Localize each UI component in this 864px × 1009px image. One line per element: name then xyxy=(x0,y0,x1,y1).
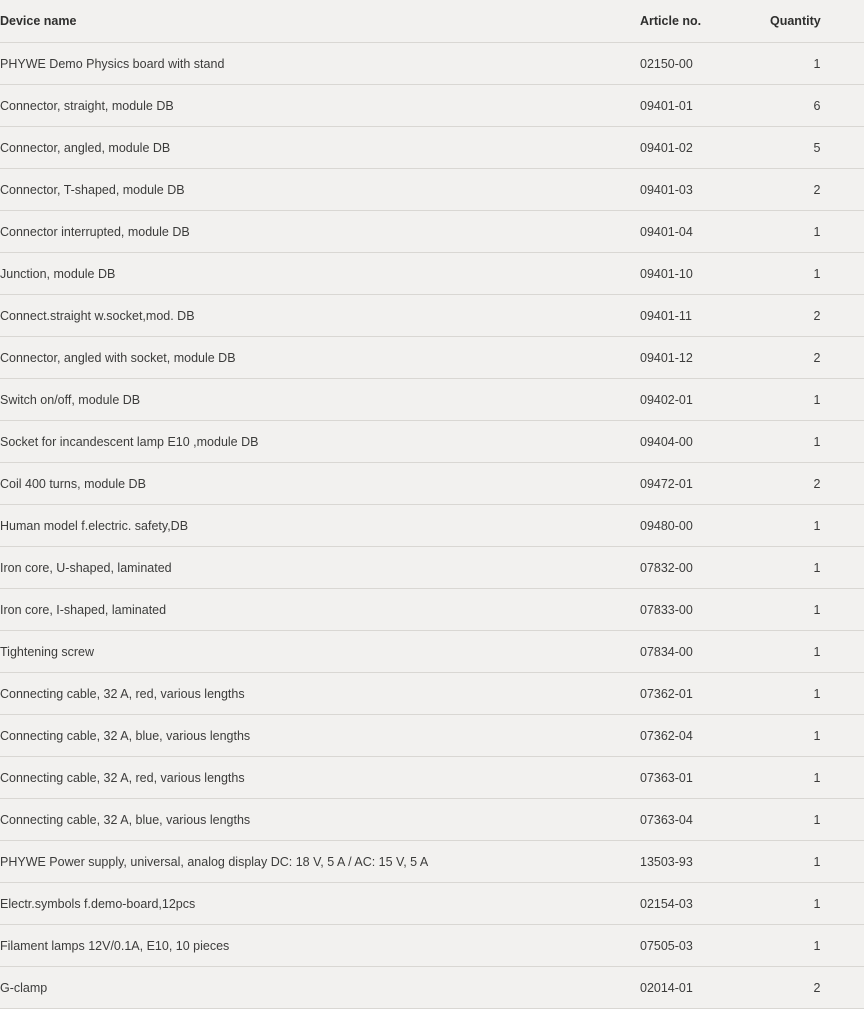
cell-device-name: Connector, angled with socket, module DB xyxy=(0,337,640,379)
cell-article-no: 09401-04 xyxy=(640,211,770,253)
cell-device-name: Connecting cable, 32 A, blue, various lengths xyxy=(0,715,640,757)
cell-quantity: 2 xyxy=(770,967,864,1009)
table-header xyxy=(0,0,864,43)
cell-quantity: 2 xyxy=(770,337,864,379)
cell-quantity: 1 xyxy=(770,715,864,757)
cell-device-name: Filament lamps 12V/0.1A, E10, 10 pieces xyxy=(0,925,640,967)
cell-device-name: Connecting cable, 32 A, red, various lengths xyxy=(0,757,640,799)
cell-article-no: 09402-01 xyxy=(640,379,770,421)
cell-device-name: Junction, module DB xyxy=(0,253,640,295)
cell-article-no: 09401-02 xyxy=(640,127,770,169)
cell-device-name: Connect.straight w.socket,mod. DB xyxy=(0,295,640,337)
cell-quantity: 1 xyxy=(770,211,864,253)
table-row xyxy=(0,127,864,169)
cell-article-no: 02154-03 xyxy=(640,883,770,925)
column-header-quantity: Quantity xyxy=(770,0,864,43)
table-row xyxy=(0,631,864,673)
cell-article-no: 02150-00 xyxy=(640,43,770,85)
cell-device-name: Iron core, U-shaped, laminated xyxy=(0,547,640,589)
cell-quantity: 1 xyxy=(770,631,864,673)
cell-quantity: 1 xyxy=(770,421,864,463)
column-header-article-no: Article no. xyxy=(640,0,770,43)
cell-article-no: 07834-00 xyxy=(640,631,770,673)
cell-device-name: Connecting cable, 32 A, red, various lengths xyxy=(0,673,640,715)
cell-device-name: Connector, straight, module DB xyxy=(0,85,640,127)
cell-quantity: 1 xyxy=(770,253,864,295)
cell-article-no: 07362-04 xyxy=(640,715,770,757)
table-row xyxy=(0,337,864,379)
cell-device-name: Connecting cable, 32 A, blue, various lengths xyxy=(0,799,640,841)
cell-article-no: 13503-93 xyxy=(640,841,770,883)
cell-article-no: 09401-11 xyxy=(640,295,770,337)
cell-quantity: 6 xyxy=(770,85,864,127)
cell-device-name: Electr.symbols f.demo-board,12pcs xyxy=(0,883,640,925)
table-row xyxy=(0,505,864,547)
cell-article-no: 02014-01 xyxy=(640,967,770,1009)
cell-device-name: Connector interrupted, module DB xyxy=(0,211,640,253)
table-row xyxy=(0,421,864,463)
cell-quantity: 1 xyxy=(770,925,864,967)
cell-quantity: 1 xyxy=(770,43,864,85)
cell-quantity: 1 xyxy=(770,757,864,799)
table-body xyxy=(0,43,864,1009)
table-row xyxy=(0,925,864,967)
cell-quantity: 1 xyxy=(770,673,864,715)
table-row xyxy=(0,295,864,337)
cell-article-no: 09401-10 xyxy=(640,253,770,295)
cell-device-name: Tightening screw xyxy=(0,631,640,673)
cell-article-no: 07833-00 xyxy=(640,589,770,631)
cell-device-name: Coil 400 turns, module DB xyxy=(0,463,640,505)
table-row xyxy=(0,715,864,757)
cell-quantity: 5 xyxy=(770,127,864,169)
table-header-row xyxy=(0,0,864,43)
cell-article-no: 09401-12 xyxy=(640,337,770,379)
column-header-device-name: Device name xyxy=(0,0,640,43)
cell-device-name: G-clamp xyxy=(0,967,640,1009)
cell-article-no: 07362-01 xyxy=(640,673,770,715)
cell-device-name: PHYWE Demo Physics board with stand xyxy=(0,43,640,85)
cell-quantity: 1 xyxy=(770,799,864,841)
table-row xyxy=(0,211,864,253)
cell-device-name: Iron core, I-shaped, laminated xyxy=(0,589,640,631)
cell-device-name: Human model f.electric. safety,DB xyxy=(0,505,640,547)
cell-quantity: 1 xyxy=(770,841,864,883)
cell-quantity: 2 xyxy=(770,463,864,505)
cell-quantity: 1 xyxy=(770,379,864,421)
cell-quantity: 1 xyxy=(770,589,864,631)
cell-article-no: 09480-00 xyxy=(640,505,770,547)
table-row xyxy=(0,379,864,421)
table-row xyxy=(0,589,864,631)
table-row xyxy=(0,85,864,127)
cell-device-name: Switch on/off, module DB xyxy=(0,379,640,421)
cell-device-name: Connector, angled, module DB xyxy=(0,127,640,169)
table-row xyxy=(0,169,864,211)
cell-article-no: 09404-00 xyxy=(640,421,770,463)
table-row xyxy=(0,43,864,85)
cell-quantity: 1 xyxy=(770,547,864,589)
cell-quantity: 2 xyxy=(770,169,864,211)
table-row xyxy=(0,967,864,1009)
cell-quantity: 1 xyxy=(770,883,864,925)
table-row xyxy=(0,673,864,715)
cell-device-name: Connector, T-shaped, module DB xyxy=(0,169,640,211)
cell-quantity: 1 xyxy=(770,505,864,547)
table-row xyxy=(0,757,864,799)
cell-article-no: 09401-03 xyxy=(640,169,770,211)
cell-article-no: 09401-01 xyxy=(640,85,770,127)
cell-article-no: 09472-01 xyxy=(640,463,770,505)
table-row xyxy=(0,547,864,589)
table-row xyxy=(0,883,864,925)
cell-article-no: 07505-03 xyxy=(640,925,770,967)
cell-device-name: Socket for incandescent lamp E10 ,module DB xyxy=(0,421,640,463)
cell-article-no: 07363-01 xyxy=(640,757,770,799)
cell-quantity: 2 xyxy=(770,295,864,337)
cell-device-name: PHYWE Power supply, universal, analog display DC: 18 V, 5 A / AC: 15 V, 5 A xyxy=(0,841,640,883)
cell-article-no: 07832-00 xyxy=(640,547,770,589)
table-row xyxy=(0,253,864,295)
table-row xyxy=(0,463,864,505)
cell-article-no: 07363-04 xyxy=(640,799,770,841)
table-row xyxy=(0,799,864,841)
table-row xyxy=(0,841,864,883)
